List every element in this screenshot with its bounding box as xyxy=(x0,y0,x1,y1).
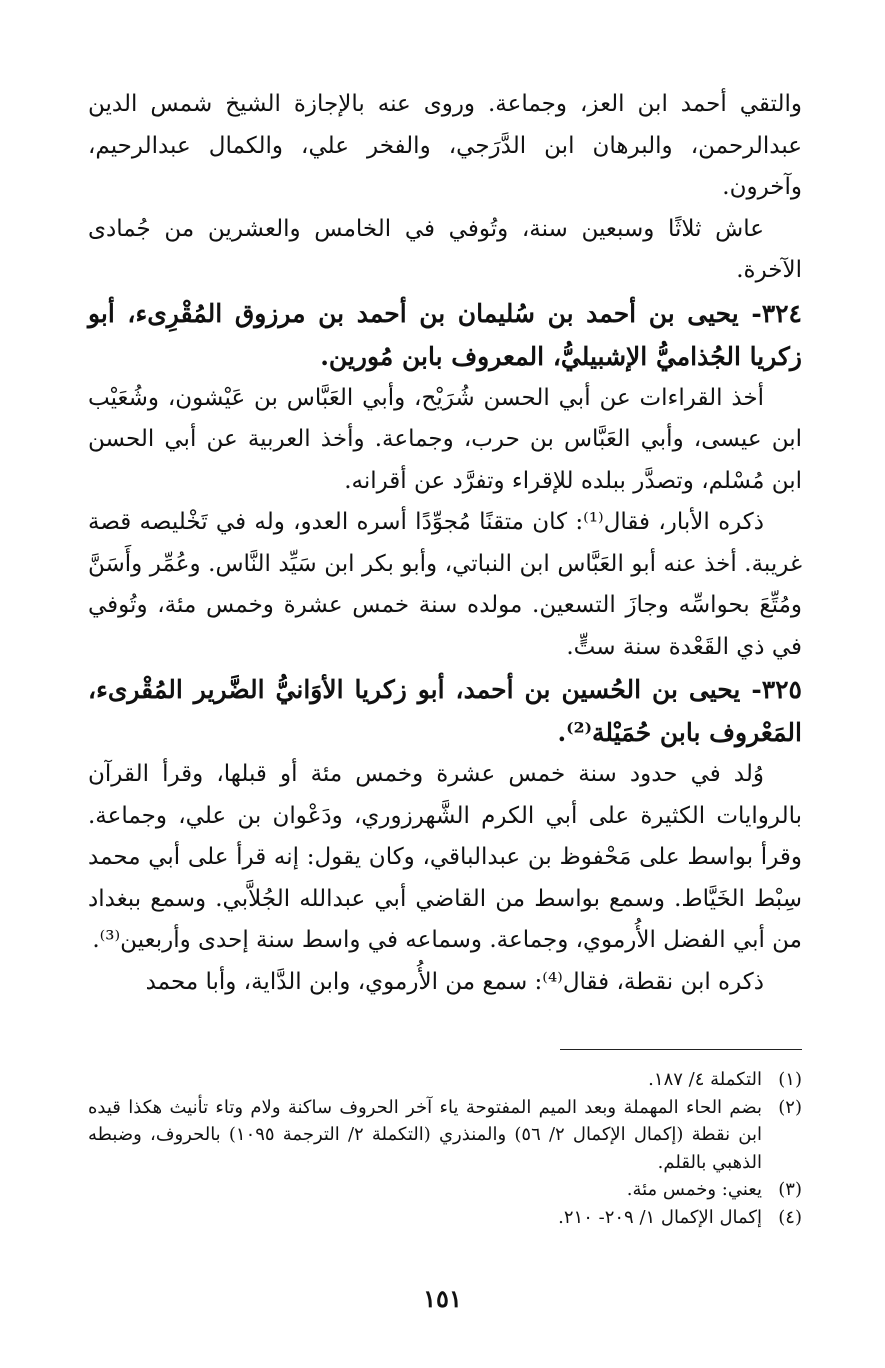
footnotes xyxy=(88,1066,802,1231)
paragraph-continuation: والتقي أحمد ابن العز، وجماعة. وروى عنه بالإجازة الشيخ شمس الدين عبدالرحمن، والبرهان ابن الدَّرَجي، والفخر علي، والكمال عبدالرحيم، وآخرون. xyxy=(88,91,802,200)
footnote-number: (٢) xyxy=(778,1096,802,1118)
entry-heading-324: ٣٢٤- يحيى بن أحمد بن سُليمان بن أحمد بن مرزوق المُقْرِىء، أبو زكريا الجُذاميُّ الإشبيليُّ، المعروف بابن مُورين. xyxy=(88,298,802,371)
page-number: ١٥١ xyxy=(423,1284,462,1313)
entry-heading-325: ٣٢٥- يحيى بن الحُسين بن أحمد، أبو زكريا الأوَانيُّ الضَّرير المُقْرىء، المَعْروف بابن حُمَيْلة⁽²⁾. xyxy=(88,675,802,747)
paragraph-entry-324-abar: ذكره الأبار، فقال⁽¹⁾: كان متقنًا مُجوِّدًا أسره العدو، وله في تَخْليصه قصة غريبة. أخذ عنه أبو العَبَّاس ابن النباتي، وأبو بكر ابن سَيِّد النَّاس. وعُمِّر وأَسَنَّ ومُتِّعَ بحواسِّه وجازَ التسعين. مولده سنة خمس عشرة وخمس مئة، وتُوفي في ذي القَعْدة سنة ستٍّ. xyxy=(88,509,802,660)
footnote-3 xyxy=(88,1176,802,1204)
paragraph-entry-324-teachers: أخذ القراءات عن أبي الحسن شُرَيْح، وأبي العَبَّاس بن عَيْشون، وشُعَيْب ابن عيسى، وأبي العَبَّاس بن حرب، وجماعة. وأخذ العربية عن أبي الحسن ابن مُسْلم، وتصدَّر ببلده للإقراء وتفرَّد عن أقرانه. xyxy=(88,384,802,494)
paragraph-entry-325-naqta: ذكره ابن نقطة، فقال⁽⁴⁾: سمع من الأُرموي، وابن الدَّاية، وأبا محمد xyxy=(145,968,764,995)
footnote-number: (٤) xyxy=(778,1206,802,1228)
footnote-text: بضم الحاء المهملة وبعد الميم المفتوحة ياء آخر الحروف ساكنة ولام وتاء تأنيث هكذا قيده ابن نقطة (إكمال الإكمال ٢/ ٥٦) والمنذري (التكملة ٢/ الترجمة ١٠٩٥) بالحروف، وضبطه الذهبي بالقلم. xyxy=(88,1096,763,1173)
footnote-1 xyxy=(88,1066,802,1094)
footnote-2 xyxy=(88,1094,802,1177)
footnote-text: يعني: وخمس مئة. xyxy=(626,1179,762,1200)
footnote-text: إكمال الإكمال ١/ ٢٠٩- ٢١٠. xyxy=(558,1206,762,1228)
footnote-number: (٣) xyxy=(778,1179,802,1200)
footnote-4 xyxy=(88,1204,802,1232)
main-text xyxy=(88,84,802,1003)
footnote-number: (١) xyxy=(778,1069,802,1090)
paragraph-death-note: عاش ثلاثًا وسبعين سنة، وتُوفي في الخامس والعشرين من جُمادى الآخرة. xyxy=(88,215,802,283)
footnote-text: التكملة ٤/ ١٨٧. xyxy=(648,1069,762,1090)
footnote-separator xyxy=(560,1049,802,1050)
paragraph-entry-325-birth: وُلد في حدود سنة خمس عشرة وخمس مئة أو قبلها، وقرأ القرآن بالروايات الكثيرة على أبي الكرم الشَّهرزوري، ودَعْوان بن علي، وجماعة. وقرأ بواسط على مَحْفوظ بن عبدالباقي، وكان يقول: إنه قرأ على أبي محمد سِبْط الخَيَّاط. وسمع بواسط من القاضي أبي عبدالله الجُلاَّبي. وسمع ببغداد من أبي الفضل الأُرموي، وجماعة. وسماعه في واسط سنة إحدى وأربعين⁽³⁾. xyxy=(88,761,802,953)
